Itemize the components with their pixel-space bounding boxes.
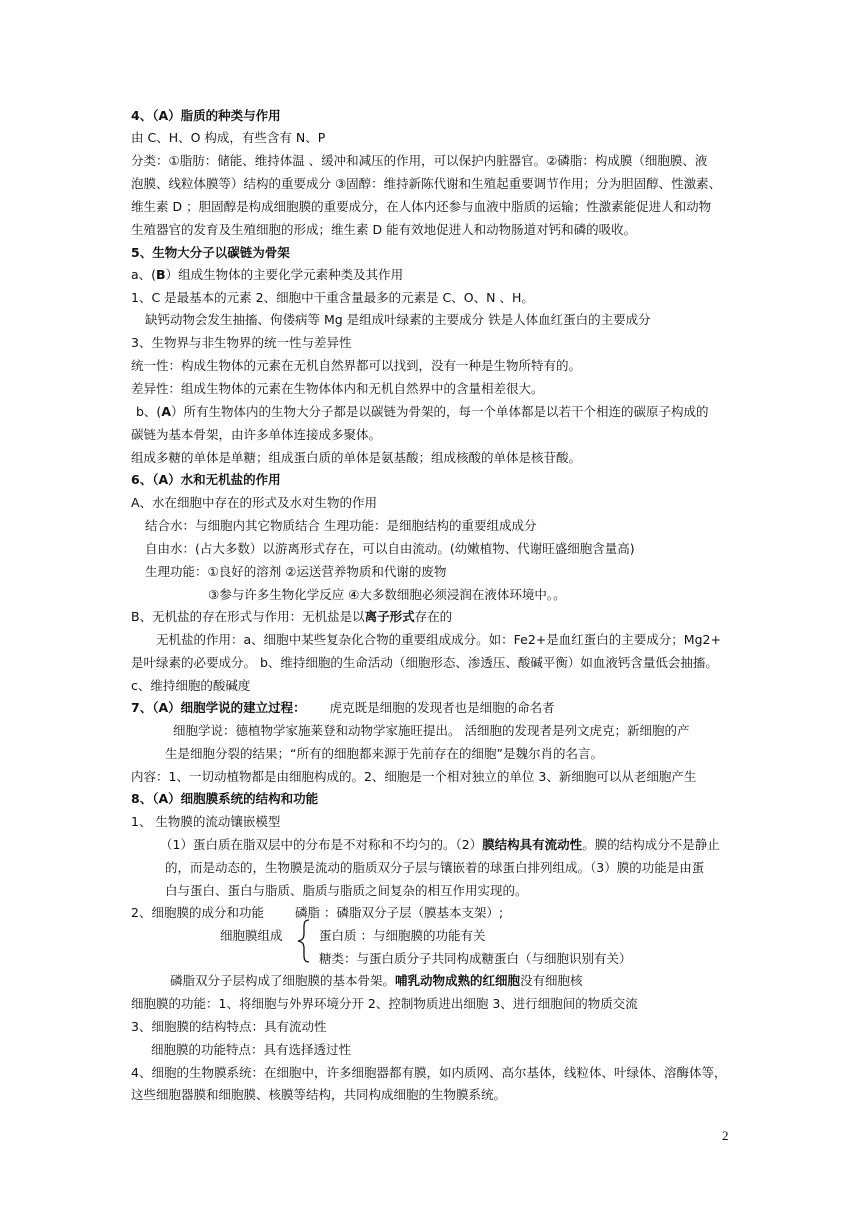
emphasis-text: 离子形式 xyxy=(364,609,415,624)
text-line: 生是细胞分裂的结果；“所有的细胞都来源于先前存在的细胞”是魏尔肖的名言。 xyxy=(165,746,603,761)
section-4-heading: 4、（A）脂质的种类与作用 xyxy=(131,108,281,123)
text-line: ③参与许多生物化学反应 ④大多数细胞必须浸润在液体环境中。。 xyxy=(208,587,566,602)
text-line: 3、生物界与非生物界的统一性与差异性 xyxy=(131,335,352,350)
composition-item: 蛋白质 ：与细胞膜的功能有关 xyxy=(319,928,486,943)
text-span: ）所有生物体内的生物大分子都是以碳链为骨架的，每一个单体都是以若干个相连的碳原子构成的 xyxy=(171,404,709,419)
text-line: 缺钙动物会发生抽搐、佝偻病等 Mg 是组成叶绿素的主要成分 铁是人体血红蛋白的主要成分 xyxy=(145,312,651,327)
text-line xyxy=(160,835,720,855)
left-brace-icon xyxy=(295,919,313,963)
text-line xyxy=(131,607,452,627)
grade-label: B xyxy=(156,267,166,282)
text-line: 结合水：与细胞内其它物质结合 生理功能：是细胞结构的重要组成成分 xyxy=(145,518,537,533)
text-span: 。膜的结构成分不是静止 xyxy=(582,837,720,852)
section-8-heading: 8、（A）细胞膜系统的结构和功能 xyxy=(131,791,319,806)
text-line: 细胞膜的功能特点：具有选择透过性 xyxy=(151,1042,352,1057)
text-line: 这些细胞器膜和细胞膜、核膜等结构，共同构成细胞的生物膜系统。 xyxy=(131,1087,507,1102)
grade-label: A xyxy=(161,404,171,419)
text-line: 细胞学说：德植物学家施莱登和动物学家施旺提出。 活细胞的发现者是列文虎克；新细胞的产 xyxy=(173,723,690,738)
text-line: 生理功能：①良好的溶剂 ②运送营养物质和代谢的废物 xyxy=(145,564,447,579)
text-line: 分类：①脂肪：储能、维持体温 、缓冲和减压的作用，可以保护内脏器官。②磷脂：构成膜（细胞膜、液 xyxy=(131,153,708,168)
section-7-heading-line xyxy=(131,698,555,718)
text-line: 无机盐的作用：a、细胞中某些复杂化合物的重要组成成分。如：Fe2+是血红蛋白的主要成分；Mg2+ xyxy=(156,632,721,647)
text-span: b、( xyxy=(136,404,162,419)
text-span: 存在的 xyxy=(414,609,453,624)
section-5-heading: 5、生物大分子以碳链为骨架 xyxy=(131,245,290,260)
text-span: 磷脂双分子层构成了细胞膜的基本骨架。 xyxy=(170,973,396,988)
text-span: B、无机盐的存在形式与作用：无机盐是以 xyxy=(131,609,365,624)
composition-label: 细胞膜组成 xyxy=(220,928,283,943)
text-line: 由 C、H、O 构成，有些含有 N、P xyxy=(131,130,326,145)
text-line xyxy=(170,971,583,991)
text-line: 白与蛋白、蛋白与脂质、脂质与脂质之间复杂的相互作用实现的。 xyxy=(165,883,528,898)
text-line: 维生素 D ；胆固醇是构成细胞膜的重要成分，在人体内还参与血液中脂质的运输；性激素能促进人和动物 xyxy=(131,199,712,214)
section-7-heading: 7、（A）细胞学说的建立过程： xyxy=(131,700,306,715)
text-span: ）组成生物体的主要化学元素种类及其作用 xyxy=(165,267,404,282)
composition-item: 磷脂 ：磷脂双分子层（膜基本支架）; xyxy=(295,905,504,920)
text-span: 虎克既是细胞的发现者也是细胞的命名者 xyxy=(329,700,555,715)
text-line: 泡膜、线粒体膜等）结构的重要成分 ③固醇：维持新陈代谢和生殖起重要调节作用；分为胆固醇、性激素、 xyxy=(131,176,722,191)
emphasis-text: 哺乳动物成熟的红细胞 xyxy=(395,973,521,988)
text-line: A、水在细胞中存在的形式及水对生物的作用 xyxy=(131,495,378,510)
emphasis-text: 膜结构具有流动性 xyxy=(482,837,583,852)
text-line: 生殖器官的发育及生殖细胞的形成；维生素 D 能有效地促进人和动物肠道对钙和磷的吸收。 xyxy=(131,222,637,237)
text-line: 是叶绿素的必要成分。 b、维持细胞的生命活动（细胞形态、渗透压、酸碱平衡）如血液钙含量低会抽搐。 xyxy=(131,655,718,670)
text-span: （1）蛋白质在脂双层中的分布是不对称和不均匀的。（2） xyxy=(160,837,483,852)
text-line: 组成多糖的单体是单糖；组成蛋白质的单体是氨基酸；组成核酸的单体是核苷酸。 xyxy=(131,450,582,465)
text-line: 2、细胞膜的成分和功能 xyxy=(131,905,264,920)
text-span: a、( xyxy=(131,267,157,282)
text-line: 1、 生物膜的流动镶嵌模型 xyxy=(131,814,281,829)
text-span: 没有细胞核 xyxy=(520,973,583,988)
text-line: 4、细胞的生物膜系统：在细胞中，许多细胞器都有膜，如内质网、高尔基体，线粒体、叶绿体、溶酶体等， xyxy=(131,1065,727,1080)
composition-item: 糖类：与蛋白质分子共同构成糖蛋白（与细胞识别有关） xyxy=(319,951,632,966)
text-line: 内容：1、一切动植物都是由细胞构成的。2、细胞是一个相对独立的单位 3、新细胞可以从老细胞产生 xyxy=(131,769,697,784)
text-line: 的，而是动态的，生物膜是流动的脂质双分子层与镶嵌着的球蛋白排列组成。（3）膜的功能是由蛋 xyxy=(165,860,705,875)
text-line: 统一性：构成生物体的元素在无机自然界都可以找到，没有一种是生物所特有的。 xyxy=(131,358,582,373)
text-line xyxy=(136,402,709,422)
text-line: 细胞膜的功能：1、将细胞与外界环境分开 2、控制物质进出细胞 3、进行细胞间的物质交流 xyxy=(131,996,638,1011)
text-line: c、维持细胞的酸碱度 xyxy=(131,678,251,693)
text-line: 1、C 是最基本的元素 2、细胞中干重含量最多的元素是 C、O、N 、H。 xyxy=(131,290,534,305)
page-number: 2 xyxy=(722,1128,729,1143)
text-line: 自由水：(占大多数）以游离形式存在，可以自由流动。(幼嫩植物、代谢旺盛细胞含量高) xyxy=(145,541,635,556)
text-line: 3、细胞膜的结构特点：具有流动性 xyxy=(131,1019,327,1034)
text-line xyxy=(131,265,403,285)
section-6-heading: 6、（A）水和无机盐的作用 xyxy=(131,472,281,487)
text-line: 碳链为基本骨架，由许多单体连接成多聚体。 xyxy=(131,427,382,442)
text-line: 差异性：组成生物体的元素在生物体体内和无机自然界中的含量相差很大。 xyxy=(131,381,544,396)
